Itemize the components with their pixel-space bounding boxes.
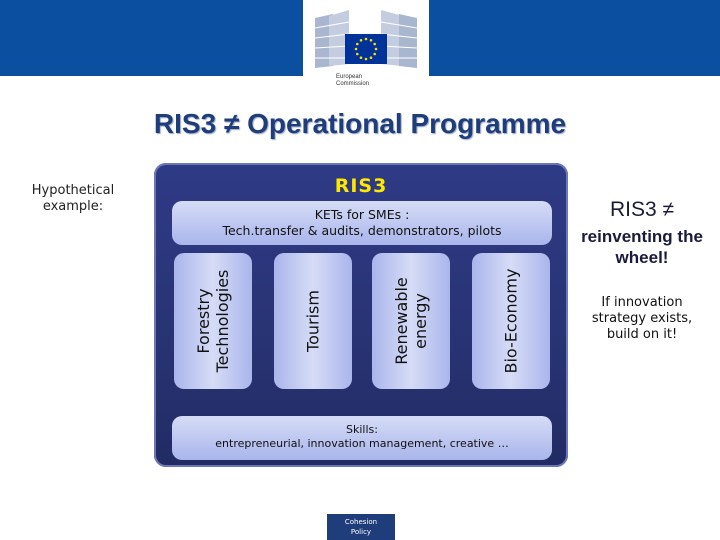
- skills-bar: [172, 416, 552, 460]
- slide-title: RIS3 ≠ Operational Programme: [153, 108, 567, 139]
- column-tourism-label: Tourism: [303, 290, 323, 352]
- column-renewable-energy-label: Renewable energy: [392, 277, 430, 365]
- column-tourism: [274, 253, 352, 389]
- ec-building-logo-icon: [311, 8, 421, 72]
- ec-logo-text: European Commission: [336, 74, 370, 87]
- column-forestry: [174, 253, 252, 389]
- column-bio-economy-label: Bio-Economy: [501, 268, 521, 374]
- cohesion-policy-badge: [327, 514, 395, 540]
- example-label: Hypothetical example:: [31, 183, 115, 214]
- side-title: RIS3 ≠: [609, 198, 675, 221]
- ris3-label: RIS3: [334, 175, 388, 197]
- column-forestry-label: Forestry Technologies: [194, 269, 232, 373]
- column-bio-economy: [472, 253, 550, 389]
- kets-bar: [172, 201, 552, 245]
- side-note: If innovation strategy exists, build on it!: [591, 295, 693, 342]
- column-renewable-energy: [372, 253, 450, 389]
- skills-text: Skills: entrepreneurial, innovation management, creative …: [215, 423, 509, 450]
- kets-text: KETs for SMEs : Tech.transfer & audits, demonstrators, pilots: [222, 207, 502, 238]
- cohesion-policy-text: Cohesion Policy: [344, 518, 378, 536]
- side-subtitle: reinventing the wheel!: [581, 227, 703, 267]
- ec-logo: [303, 0, 429, 100]
- ris3-panel: [154, 163, 568, 467]
